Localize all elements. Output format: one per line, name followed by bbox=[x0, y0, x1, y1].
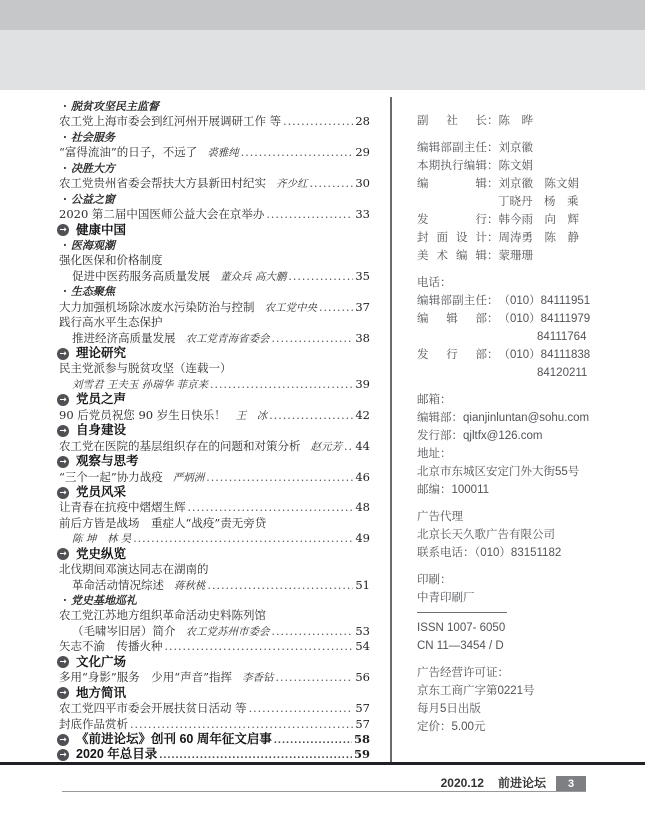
toc-entry-title: 《前进论坛》创刊 60 周年征文启事 bbox=[76, 731, 272, 746]
toc-row-article bbox=[57, 176, 370, 191]
masthead-text: 京东工商广字第0221号 bbox=[417, 685, 535, 697]
toc-row-article bbox=[57, 701, 370, 716]
toc-page-number: 57 bbox=[355, 701, 370, 716]
toc-entry-title: 党员风采 bbox=[76, 484, 127, 499]
bullet-dot-icon: · bbox=[63, 192, 67, 206]
toc-row-section bbox=[57, 454, 370, 469]
colon-separator: ： bbox=[487, 232, 499, 244]
toc-row-article bbox=[57, 207, 370, 222]
dot-leader bbox=[344, 439, 353, 454]
toc-page-number: 53 bbox=[355, 623, 370, 638]
masthead-text: 印刷： bbox=[417, 574, 452, 586]
toc-entry-title: 推进经济高质量发展 bbox=[72, 330, 176, 345]
masthead-row-pair bbox=[417, 310, 633, 328]
masthead-text: 联系电话：（010）83151182 bbox=[417, 547, 562, 559]
toc-row-plain bbox=[57, 315, 370, 330]
top-gray-band bbox=[0, 0, 645, 30]
toc-entry-title: 农工党上海市委会到红河州开展调研工作 等 bbox=[59, 114, 282, 129]
masthead-text: ISSN 1007- 6050 bbox=[417, 622, 506, 634]
toc-entry-title: 农工党四平市委会开展扶贫日活动 等 bbox=[59, 701, 247, 716]
masthead-text: 邮编：100011 bbox=[417, 484, 490, 496]
masthead-gap bbox=[417, 499, 633, 508]
toc-row-article bbox=[57, 300, 370, 315]
toc-row-plain bbox=[57, 562, 370, 577]
arrow-circle-icon: → bbox=[57, 487, 69, 499]
dot-leader bbox=[165, 639, 354, 654]
toc-entry-title: 党员之声 bbox=[76, 392, 127, 407]
arrow-circle-icon: → bbox=[57, 548, 69, 560]
masthead-gap bbox=[417, 265, 633, 274]
masthead-label: 本期执行编辑 bbox=[417, 160, 487, 172]
dot-leader bbox=[133, 531, 353, 546]
toc-entry-title: 社会服务 bbox=[70, 130, 115, 144]
toc-page-number: 29 bbox=[355, 145, 370, 160]
toc-row-indent bbox=[57, 269, 370, 284]
dot-leader bbox=[249, 701, 354, 716]
toc-entry-title: 北伐期间邓演达同志在湖南的 bbox=[59, 562, 209, 577]
masthead-gap bbox=[417, 562, 633, 571]
masthead-row-plain bbox=[417, 463, 633, 481]
masthead-row-plain bbox=[417, 508, 633, 526]
masthead-value: 丁晓丹 杨 乘 bbox=[498, 196, 579, 208]
masthead-label: 副社长 bbox=[417, 115, 487, 127]
masthead-row-plain bbox=[417, 427, 633, 445]
masthead-row-pair bbox=[417, 292, 633, 310]
toc-page-number: 59 bbox=[353, 747, 370, 762]
dot-leader bbox=[210, 377, 353, 392]
toc-page-number: 58 bbox=[353, 731, 370, 746]
masthead-row-plain bbox=[417, 526, 633, 544]
masthead-text: 邮箱： bbox=[417, 394, 452, 406]
masthead-row-pair bbox=[417, 211, 633, 229]
toc-entry-title: 民主党派参与脱贫攻坚（连载一） bbox=[59, 361, 232, 376]
toc-row-article bbox=[57, 145, 370, 160]
toc-row-bullet bbox=[57, 161, 370, 176]
dot-leader bbox=[188, 500, 354, 515]
masthead-row-plain bbox=[417, 391, 633, 409]
toc-row-section bbox=[57, 423, 370, 438]
toc-page-number: 38 bbox=[355, 330, 370, 345]
bullet-dot-icon: · bbox=[63, 161, 67, 175]
toc-entry-title: 前后方皆是战场 重症人“战疫”责无旁贷 bbox=[59, 515, 267, 530]
toc-entry-title: 多用“身影”服务 少用“声音”指挥 bbox=[59, 670, 233, 685]
toc-row-article bbox=[57, 470, 370, 485]
toc-entry-title: 2020 第二届中国医师公益大会在京举办 bbox=[59, 207, 265, 222]
sub-gray-band bbox=[0, 30, 645, 90]
bullet-dot-icon: · bbox=[63, 594, 67, 607]
masthead-row-pair bbox=[417, 247, 633, 265]
masthead-value: （010）84111951 bbox=[498, 295, 591, 307]
toc-entry-title: 公益之窗 bbox=[70, 192, 115, 206]
masthead-row-cont bbox=[417, 193, 633, 211]
toc-entry-author: 农工党苏州市委会 bbox=[185, 625, 270, 638]
toc-entry-author: 农工党中央 bbox=[264, 301, 317, 314]
masthead-value: 84111764 bbox=[537, 331, 587, 343]
bullet-dot-icon: · bbox=[63, 285, 67, 299]
dot-leader bbox=[272, 331, 354, 346]
toc-entry-author: 蒋秋桃 bbox=[174, 579, 206, 592]
toc-page-number: 46 bbox=[355, 469, 370, 484]
column-divider bbox=[390, 97, 392, 762]
masthead-row-plain bbox=[417, 637, 633, 655]
masthead-row-plain bbox=[417, 700, 633, 718]
colon-separator: ： bbox=[487, 214, 499, 226]
arrow-circle-icon: → bbox=[57, 394, 69, 406]
toc-entry-title: 党史基地巡礼 bbox=[70, 594, 137, 607]
colon-separator: ： bbox=[487, 295, 499, 307]
masthead-text: 地址： bbox=[417, 448, 452, 460]
toc-row-section-page bbox=[57, 747, 370, 762]
masthead-label: 编辑 bbox=[417, 178, 487, 190]
arrow-circle-icon: → bbox=[57, 687, 69, 699]
dot-leader bbox=[274, 732, 352, 748]
toc-page-number: 49 bbox=[355, 531, 370, 546]
toc-entry-title: 自身建设 bbox=[76, 423, 127, 438]
masthead-label: 发行 bbox=[417, 214, 487, 226]
dot-leader bbox=[283, 114, 353, 129]
toc-page-number: 44 bbox=[355, 438, 370, 453]
masthead-value: 蒙珊珊 bbox=[498, 250, 533, 262]
toc-page-number: 48 bbox=[355, 500, 370, 515]
masthead-text: 中青印刷厂 bbox=[417, 592, 475, 604]
masthead-row-plain bbox=[417, 409, 633, 427]
masthead-row-pair bbox=[417, 229, 633, 247]
toc-row-article bbox=[57, 717, 370, 732]
masthead-text: 编辑部：qianjinluntan@sohu.com bbox=[417, 412, 590, 424]
toc-entry-title: 矢志不渝 传播火种 bbox=[59, 639, 163, 654]
toc-list bbox=[57, 99, 370, 763]
colon-separator: ： bbox=[487, 142, 499, 154]
toc-entry-title: 让青春在抗疫中熠熠生辉 bbox=[59, 500, 186, 515]
toc-entry-title: 理论研究 bbox=[76, 346, 127, 360]
masthead-value: 刘京徽 bbox=[498, 142, 533, 154]
masthead-gap bbox=[417, 130, 633, 139]
toc-page-number: 37 bbox=[355, 299, 370, 314]
toc-row-article bbox=[57, 439, 370, 454]
masthead-gap bbox=[417, 655, 633, 664]
masthead-row-plain bbox=[417, 619, 633, 637]
toc-row-section bbox=[57, 655, 370, 670]
toc-page-number: 33 bbox=[355, 207, 370, 222]
toc-row-indent bbox=[57, 624, 370, 639]
masthead-value: 84120211 bbox=[537, 367, 588, 379]
masthead-label: 编辑部副主任 bbox=[417, 295, 487, 307]
masthead-text: 广告代理 bbox=[417, 511, 463, 523]
toc-row-indent-author bbox=[57, 531, 370, 546]
toc-entry-title: 医海观潮 bbox=[70, 238, 115, 252]
arrow-circle-icon: → bbox=[57, 224, 69, 236]
masthead-row-plain bbox=[417, 589, 633, 607]
colon-separator: ： bbox=[487, 313, 499, 325]
masthead-value: 刘京徽 陈文娟 bbox=[498, 178, 579, 190]
dot-leader bbox=[266, 207, 353, 222]
toc-row-article bbox=[57, 408, 370, 423]
masthead-value: （010）84111838 bbox=[498, 349, 591, 361]
colon-separator: ： bbox=[487, 115, 499, 127]
toc-page-number: 56 bbox=[355, 670, 370, 685]
masthead-value: （010）84111979 bbox=[498, 313, 591, 325]
toc-page-number: 42 bbox=[355, 407, 370, 422]
masthead-value: 韩今雨 向 辉 bbox=[498, 214, 579, 226]
toc-entry-title: 革命活动情况综述 bbox=[72, 577, 164, 592]
masthead-text: 电话： bbox=[417, 277, 452, 289]
toc-entry-title: “三个一起”协力战疫 bbox=[59, 469, 163, 484]
arrow-circle-icon: → bbox=[57, 456, 69, 468]
masthead-row-pair bbox=[417, 112, 633, 130]
toc-entry-title: 封底作品赏析 bbox=[59, 716, 128, 731]
dot-leader bbox=[269, 408, 353, 423]
masthead-gap bbox=[417, 382, 633, 391]
toc-page-number: 30 bbox=[355, 176, 370, 191]
toc-entry-title: 大力加强机场除冰废水污染防治与控制 bbox=[59, 299, 255, 314]
masthead-label: 封面设计 bbox=[417, 232, 487, 244]
footer-magazine-title: 前进论坛 bbox=[497, 776, 546, 790]
toc-entry-title: 强化医保和价格制度 bbox=[59, 253, 163, 268]
colon-separator: ： bbox=[487, 178, 499, 190]
dot-leader bbox=[208, 578, 354, 593]
toc-entry-author: 王 冰 bbox=[235, 409, 268, 422]
toc-entry-author: 农工党青海省委会 bbox=[185, 332, 270, 345]
masthead-row-pair bbox=[417, 346, 633, 364]
masthead-text: 每月5日出版 bbox=[417, 703, 481, 715]
toc-entry-title: 决胜大方 bbox=[70, 161, 115, 175]
toc-row-article bbox=[57, 114, 370, 129]
toc-entry-title: 践行高水平生态保护 bbox=[59, 315, 163, 330]
masthead-divider bbox=[417, 607, 633, 619]
toc-entry-author: 李香钻 bbox=[242, 672, 274, 685]
masthead-value: 周涛勇 陈 静 bbox=[498, 232, 579, 244]
toc-row-section-page bbox=[57, 732, 370, 747]
dot-leader bbox=[276, 670, 354, 685]
toc-entry-title: 农工党在医院的基层组织存在的问题和对策分析 bbox=[59, 438, 301, 453]
masthead-row-cont2 bbox=[417, 328, 633, 346]
dot-leader bbox=[310, 176, 354, 191]
masthead-label: 发行部 bbox=[417, 349, 487, 361]
toc-row-article bbox=[57, 639, 370, 654]
masthead-row-pair bbox=[417, 157, 633, 175]
toc-entry-title: 党史纵览 bbox=[76, 546, 127, 561]
masthead-value: 陈 晔 bbox=[498, 115, 533, 127]
masthead-row-plain bbox=[417, 682, 633, 700]
masthead-row-plain bbox=[417, 481, 633, 499]
toc-entry-author: 董众兵 高大鹏 bbox=[220, 270, 287, 283]
toc-row-bullet bbox=[57, 284, 370, 299]
masthead-row-plain bbox=[417, 274, 633, 292]
toc-row-plain bbox=[57, 608, 370, 623]
masthead-text: 定价：5.00元 bbox=[417, 721, 486, 733]
masthead-row-plain bbox=[417, 544, 633, 562]
toc-entry-author: 齐少红 bbox=[276, 178, 308, 191]
dot-leader bbox=[272, 624, 354, 639]
toc-entry-title: 90 后党员祝您 90 岁生日快乐！ bbox=[59, 407, 226, 422]
masthead-row-plain bbox=[417, 718, 633, 736]
toc-row-bullet bbox=[57, 593, 370, 608]
masthead-text: 发行部：qjltfx@126.com bbox=[417, 430, 543, 442]
arrow-circle-icon: → bbox=[57, 656, 69, 668]
toc-entry-title: “富得流油”的日子，不远了 bbox=[59, 145, 198, 160]
toc-entry-title: 观察与思考 bbox=[76, 454, 139, 469]
toc-page-number: 51 bbox=[355, 577, 370, 592]
toc-entry-title: 农工党贵州省委会帮扶大方县新田村纪实 bbox=[59, 176, 266, 191]
toc-row-section bbox=[57, 223, 370, 238]
masthead-text: 北京长天久歌广告有限公司 bbox=[417, 529, 555, 541]
colon-separator: ： bbox=[487, 160, 499, 172]
toc-row-section bbox=[57, 346, 370, 361]
bullet-dot-icon: · bbox=[63, 130, 67, 144]
toc-entry-author: 刘雪君 王夫玉 孙瑞华 菲京来 bbox=[72, 378, 209, 391]
masthead-row-cont2 bbox=[417, 364, 633, 382]
toc-entry-title: 地方简讯 bbox=[76, 685, 127, 700]
toc-entry-title: 2020 年总目录 bbox=[76, 747, 158, 762]
toc-entry-title: （毛啸岑旧居）简介 bbox=[72, 623, 176, 638]
toc-entry-title: 文化广场 bbox=[76, 654, 127, 669]
masthead-label: 美术编辑 bbox=[417, 250, 487, 262]
colon-separator: ： bbox=[487, 250, 499, 262]
toc-row-bullet bbox=[57, 130, 370, 145]
masthead-row-plain bbox=[417, 664, 633, 682]
masthead-row-plain bbox=[417, 445, 633, 463]
masthead-row-pair bbox=[417, 175, 633, 193]
masthead-text: 北京市东城区安定门外大街55号 bbox=[417, 466, 580, 478]
toc-entry-title: 农工党江苏地方组织革命活动史料陈列馆 bbox=[59, 608, 266, 623]
toc-entry-author: 严炳洲 bbox=[172, 471, 205, 484]
toc-row-plain bbox=[57, 361, 370, 376]
toc-entry-title: 促进中医药服务高质量发展 bbox=[72, 268, 210, 283]
toc-row-indent-author bbox=[57, 377, 370, 392]
dot-leader bbox=[288, 269, 353, 284]
masthead-row-plain bbox=[417, 571, 633, 589]
toc-row-plain bbox=[57, 516, 370, 531]
toc-entry-title: 生态聚焦 bbox=[70, 285, 115, 299]
toc-page-number: 39 bbox=[355, 376, 370, 391]
toc-row-bullet bbox=[57, 238, 370, 253]
masthead-label: 编辑部 bbox=[417, 313, 487, 325]
masthead-text: CN 11—3454 / D bbox=[417, 640, 504, 652]
toc-row-plain bbox=[57, 253, 370, 268]
toc-row-bullet bbox=[57, 192, 370, 207]
toc-row-bullet bbox=[57, 99, 370, 114]
bullet-dot-icon: · bbox=[63, 238, 67, 252]
toc-page-number: 57 bbox=[355, 716, 370, 731]
colon-separator: ： bbox=[487, 349, 499, 361]
toc-page-number: 54 bbox=[355, 639, 370, 654]
toc-row-article bbox=[57, 500, 370, 515]
arrow-circle-icon: → bbox=[57, 425, 69, 437]
masthead-value: 陈文娟 bbox=[498, 160, 533, 172]
masthead-divider-line bbox=[417, 612, 507, 613]
footer-issue: 2020.12 bbox=[440, 775, 484, 790]
arrow-circle-icon: → bbox=[57, 734, 69, 746]
toc-entry-author: 陈 坤 林 昊 bbox=[72, 533, 132, 546]
toc-row-article bbox=[57, 670, 370, 685]
masthead-text: 广告经营许可证： bbox=[417, 667, 509, 679]
arrow-circle-icon: → bbox=[57, 749, 69, 761]
toc-entry-author: 赵元芳 bbox=[310, 440, 342, 453]
page-number-badge: 3 bbox=[556, 776, 586, 791]
toc-row-section bbox=[57, 686, 370, 701]
masthead-row-pair bbox=[417, 139, 633, 157]
toc-page-number: 35 bbox=[355, 268, 370, 283]
dot-leader bbox=[319, 300, 353, 315]
masthead-list bbox=[417, 112, 633, 736]
bottom-thick-rule bbox=[0, 762, 645, 765]
masthead-label: 编辑部副主任 bbox=[417, 142, 487, 154]
toc-row-indent bbox=[57, 578, 370, 593]
toc-row-section bbox=[57, 485, 370, 500]
toc-row-section bbox=[57, 392, 370, 407]
toc-page-number: 28 bbox=[355, 114, 370, 129]
arrow-circle-icon: → bbox=[57, 348, 69, 360]
toc-row-indent bbox=[57, 331, 370, 346]
toc-entry-author: 裘雅纯 bbox=[207, 147, 239, 160]
dot-leader bbox=[130, 717, 353, 732]
bullet-dot-icon: · bbox=[63, 100, 67, 113]
dot-leader bbox=[241, 145, 354, 160]
dot-leader bbox=[206, 470, 353, 485]
toc-entry-title: 脱贫攻坚民主监督 bbox=[70, 100, 159, 113]
toc-entry-title: 健康中国 bbox=[76, 222, 127, 237]
page-footer bbox=[62, 774, 586, 792]
toc-row-section bbox=[57, 547, 370, 562]
